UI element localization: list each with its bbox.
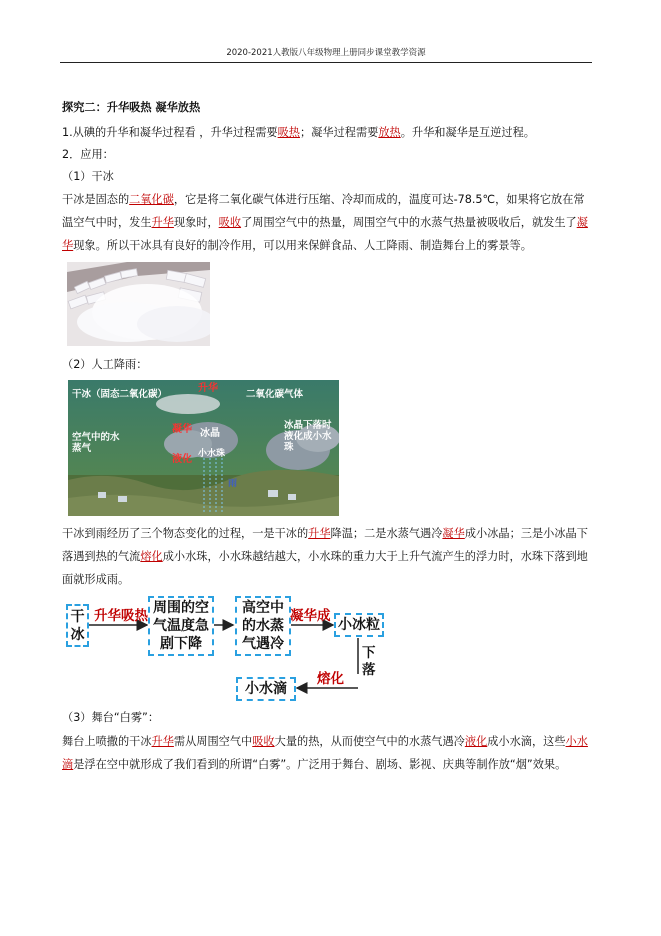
p6-text-d: 成小水珠，小水珠越结越大，小水珠的重力大于上升气流产生的浮力时，水珠下落到地面就形成雨。 bbox=[62, 550, 588, 586]
p6-text-c: 成小冰晶；三是小冰晶下落遇到热的气流 bbox=[62, 527, 588, 563]
flow-label-sublimation: 升华吸热 bbox=[94, 608, 148, 624]
dry-ice-photo bbox=[67, 262, 210, 346]
p4-text-c: 现象时， bbox=[173, 216, 219, 229]
flow-box-ice-particle: 小冰粒 bbox=[334, 613, 384, 637]
paragraph-3: （1）干冰 bbox=[62, 170, 114, 183]
rain-label-water-vapor: 空气中的水蒸气 bbox=[72, 432, 120, 454]
p8-text-b: 需从周围空气中 bbox=[173, 735, 253, 748]
p4-keyword-4: 凝华 bbox=[62, 216, 588, 252]
p8-text-c: 大量的热，从而使空气中的水蒸气遇冷 bbox=[274, 735, 465, 748]
paragraph-8 bbox=[62, 730, 594, 776]
p4-keyword-2: 升华 bbox=[151, 216, 174, 229]
paragraph-2: 2．应用： bbox=[62, 148, 114, 161]
paragraph-6 bbox=[62, 522, 594, 591]
p4-keyword-1: 二氧化碳 bbox=[129, 193, 174, 206]
rain-label-ice-falls: 冰晶下落时液化成小水珠 bbox=[284, 420, 332, 453]
p4-text-e: 现象。所以干冰具有良好的制冷作用，可以用来保鲜食品、人工降雨、制造舞台上的雾景等。 bbox=[73, 239, 532, 252]
page-header: 2020-2021人教版八年级物理上册同步课堂教学资源 bbox=[226, 48, 426, 58]
flow-label-falls: 下落 bbox=[362, 645, 376, 678]
p6-text-b: 降温；二是水蒸气遇冷 bbox=[330, 527, 443, 540]
p6-keyword-3: 熔化 bbox=[140, 550, 163, 563]
p4-keyword-3: 吸收 bbox=[218, 216, 242, 229]
rain-label-small-droplet: 小水珠 bbox=[198, 449, 226, 459]
p8-keyword-2: 吸收 bbox=[252, 735, 275, 748]
p4-text-d: 了周围空气中的热量，周围空气中的水蒸气热量被吸收后，就发生了 bbox=[241, 216, 577, 229]
p6-keyword-2: 凝华 bbox=[442, 527, 465, 540]
paragraph-4 bbox=[62, 188, 594, 257]
p1-text-b: ；凝华过程需要 bbox=[300, 126, 379, 139]
p1-keyword-2: 放热 bbox=[378, 126, 401, 139]
flow-box-air-cools: 周围的空气温度急剧下降 bbox=[148, 596, 214, 656]
flow-label-melting: 熔化 bbox=[317, 671, 344, 687]
flow-box-vapor-cools: 高空中的水蒸气遇冷 bbox=[235, 596, 291, 656]
rain-label-sublimation: 升华 bbox=[198, 383, 218, 394]
p6-keyword-1: 升华 bbox=[308, 527, 331, 540]
p8-keyword-4: 小水滴 bbox=[62, 735, 588, 771]
p1-text-c: 。升华和凝华是互逆过程。 bbox=[400, 126, 535, 139]
p1-keyword-1: 吸热 bbox=[277, 126, 300, 139]
p4-text-a: 干冰是固态的 bbox=[62, 193, 130, 206]
p8-text-a: 舞台上喷撒的干冰 bbox=[62, 735, 152, 748]
rain-label-liquefaction: 液化 bbox=[172, 454, 192, 465]
flow-box-dry-ice: 干冰 bbox=[66, 604, 89, 647]
paragraph-7: （3）舞台“白雾”： bbox=[62, 711, 160, 724]
rain-label-co2-gas: 二氧化碳气体 bbox=[246, 389, 304, 400]
p8-text-d: 成小水滴，这些 bbox=[487, 735, 566, 748]
flow-box-water-droplet: 小水滴 bbox=[236, 677, 296, 701]
rain-label-rain: 雨 bbox=[228, 479, 238, 489]
paragraph-5: （2）人工降雨： bbox=[62, 358, 148, 371]
p8-text-e: 是浮在空中就形成了我们看到的所谓“白雾”。广泛用于舞台、剧场、影视、庆典等制作放“烟”效果。 bbox=[73, 758, 567, 771]
p4-text-b: ，它是将二氧化碳气体进行压缩、冷却而成的，温度可达-78.5℃，如果将它放在常温空气中时，发生 bbox=[62, 193, 585, 229]
rain-label-dry-ice: 干冰（固态二氧化碳） bbox=[72, 389, 168, 400]
paragraph-1 bbox=[62, 121, 594, 144]
p1-text-a: 1.从碘的升华和凝华过程看 ，升华过程需要 bbox=[62, 126, 278, 139]
flow-label-deposition: 凝华成 bbox=[290, 608, 331, 624]
rain-label-deposition: 凝华 bbox=[172, 424, 192, 435]
artificial-rain-diagram bbox=[68, 380, 339, 516]
p6-text-a: 干冰到雨经历了三个物态变化的过程，一是干冰的 bbox=[62, 527, 309, 540]
p8-keyword-3: 液化 bbox=[464, 735, 488, 748]
p8-keyword-1: 升华 bbox=[151, 735, 174, 748]
section-title: 探究二：升华吸热 凝华放热 bbox=[62, 101, 201, 114]
rain-label-ice-crystal: 冰晶 bbox=[200, 428, 220, 439]
header-rule bbox=[60, 62, 592, 63]
